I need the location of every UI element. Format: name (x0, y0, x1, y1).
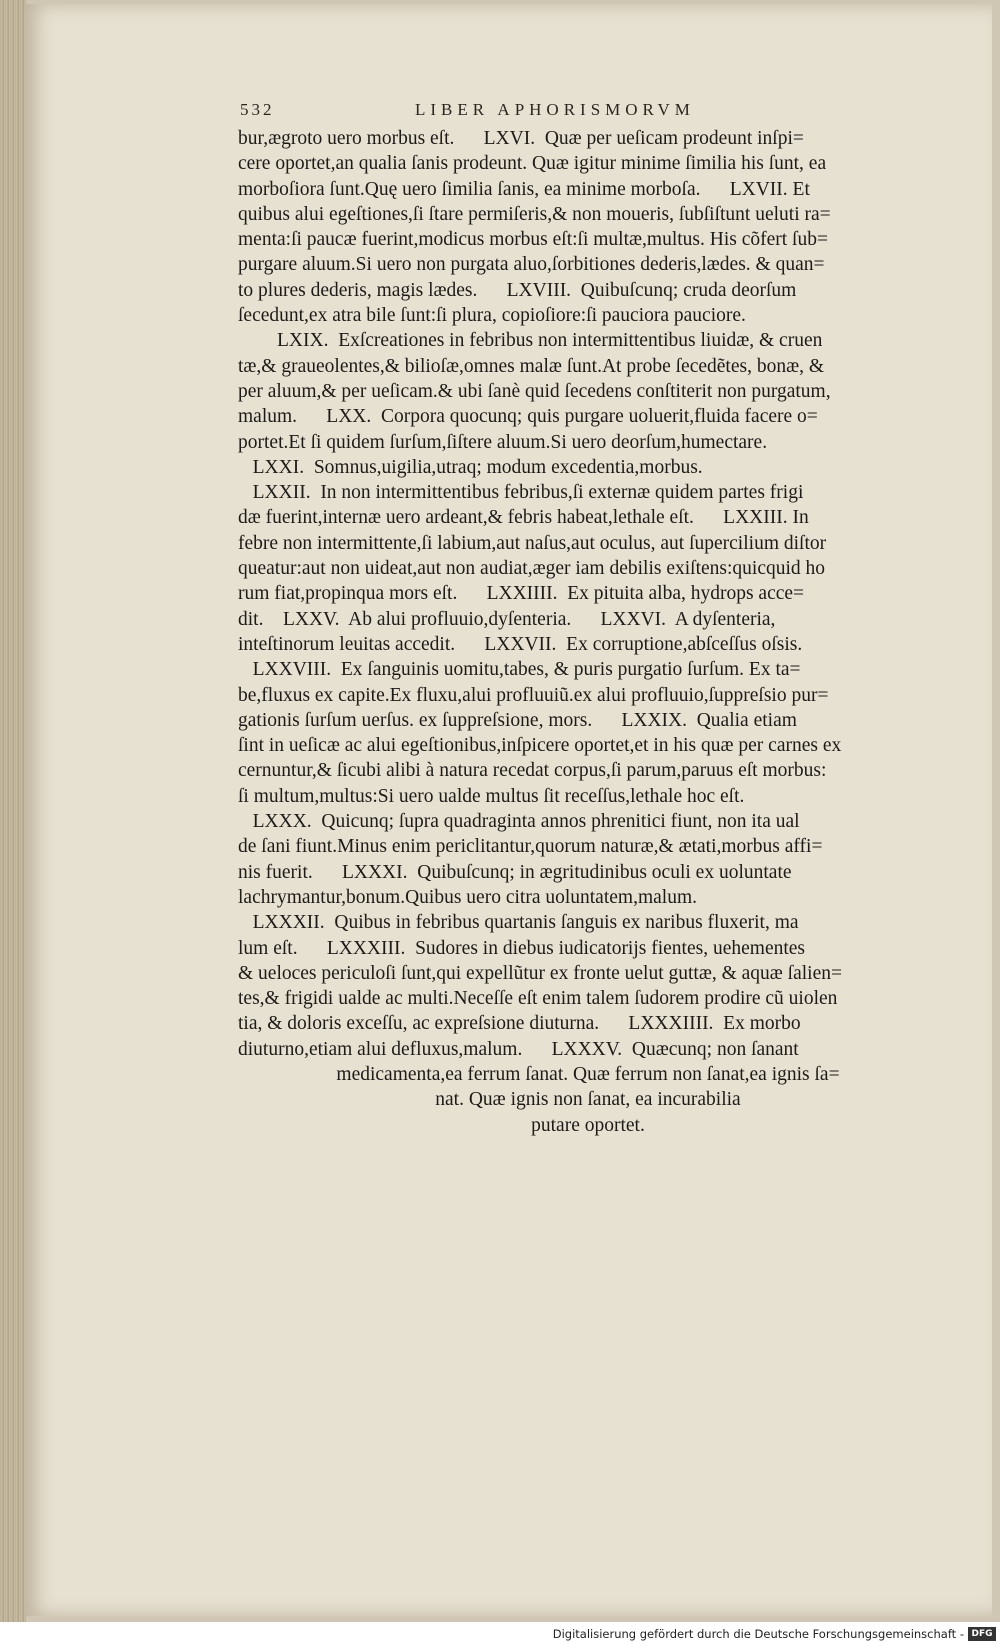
text-line: purgare aluum.Si uero non purgata aluo,ſorbitiones dederis,lædes. & quan= (238, 254, 825, 276)
text-line: cere oportet,an qualia ſanis prodeunt. Quæ igitur minime ſimilia his ſunt, ea (238, 153, 827, 175)
text-line: malum. LXX. Corpora quocunq; quis purgare uoluerit,fluida facere o= (238, 406, 818, 428)
text-line: morboſiora ſunt.Quę uero ſimilia ſanis, ea minime morboſa. LXVII. Et (238, 178, 810, 200)
text-line: dæ fuerint,internæ uero ardeant,& febris habeat,lethale eſt. LXXIII. In (238, 507, 809, 529)
closing-line: nat. Quæ ignis non ſanat, ea incurabilia (435, 1089, 741, 1111)
text-line: gationis ſurſum uerſus. ex ſuppreſsione, mors. LXXIX. Qualia etiam (238, 709, 797, 731)
text-line: menta:ſi paucæ fuerint,modicus morbus eſt:ſi multæ,multus. His cõfert ſub= (238, 229, 828, 251)
text-line: per aluum,& per ueſicam.& ubi ſanè quid ſecedens conſtiterit non purgatum, (238, 380, 831, 402)
text-line: quibus alui egeſtiones,ſi ſtare permiſeris,& non moueris, ſubſiſtunt ueluti ra= (238, 203, 831, 225)
text-line: diuturno,etiam alui defluxus,malum. LXXXV. Quæcunq; non ſanant (238, 1038, 799, 1060)
running-title: LIBER APHORISMORVM (415, 100, 695, 119)
text-line: queatur:aut non uideat,aut non audiat,æger iam debilis exiſtens:quicquid ho (238, 558, 826, 580)
text-line: febre non intermittente,ſi labium,aut naſus,aut oculus, aut ſupercilium diſtor (238, 532, 827, 554)
text-line: & ueloces periculoſi ſunt,qui expellũtur ex fronte uelut guttæ, & aquæ ſalien= (238, 962, 842, 984)
text-line: LXXX. Quicunq; ſupra quadraginta annos phrenitici fiunt, non ita ual (238, 811, 800, 833)
closing-lines (238, 1062, 938, 1138)
text-line: ſint in ueſicæ ac alui egeſtionibus,inſpicere oportet,et in his quæ per carnes ex (238, 735, 842, 757)
aphorism-text-block (238, 126, 938, 1138)
text-line: ſi multum,multus:Si uero ualde multus ſit receſſus,lethale hoc eſt. (238, 785, 745, 807)
text-line: LXXVIII. Ex ſanguinis uomitu,tabes, & puris purgatio ſurſum. Ex ta= (238, 659, 801, 681)
text-line: de ſani fiunt.Minus enim periclitantur,quorum naturæ,& ætati,morbus affi= (238, 836, 823, 858)
text-line: ſecedunt,ex atra bile ſunt:ſi plura, copioſiore:ſi pauciora pauciore. (238, 305, 746, 327)
text-line: bur,ægroto uero morbus eſt. LXVI. Quæ per ueſicam prodeunt inſpi= (238, 128, 804, 149)
closing-line: putare oportet. (531, 1114, 645, 1136)
text-line: LXXI. Somnus,uigilia,utraq; modum excedentia,morbus. (238, 456, 703, 478)
digitization-footer (0, 1622, 1000, 1646)
book-page-edges (0, 0, 26, 1622)
closing-line: medicamenta,ea ferrum ſanat. Quæ ferrum non ſanat,ea ignis ſa= (336, 1063, 840, 1085)
text-line: lachrymantur,bonum.Quibus uero citra uoluntatem,malum. (238, 886, 697, 908)
dfg-logo: DFG (968, 1627, 996, 1641)
text-line: be,fluxus ex capite.Ex fluxu,alui profluuiũ.ex alui profluuio,ſuppreſsio pur= (238, 684, 829, 706)
body-lines (238, 126, 938, 1062)
text-line: to plures dederis, magis lædes. LXVIII. Quibuſcunq; cruda deorſum (238, 279, 797, 301)
text-line: LXXXII. Quibus in febribus quartanis ſanguis ex naribus fluxerit, ma (238, 912, 799, 934)
text-line: tes,& frigidi ualde ac multi.Neceſſe eſt enim talem ſudorem prodire cũ uiolen (238, 988, 838, 1010)
text-line: LXIX. Exſcreationes in febribus non intermittentibus liuidæ, & cruen (238, 330, 823, 352)
funding-note: Digitalisierung gefördert durch die Deutsche Forschungsgemeinschaft - (552, 1627, 964, 1641)
text-line: lum eſt. LXXXIII. Sudores in diebus iudicatorijs fientes, uehementes (238, 937, 806, 959)
text-line: inteſtinorum leuitas accedit. LXXVII. Ex corruptione,abſceſſus oſsis. (238, 633, 803, 655)
text-line: portet.Et ſi quidem ſurſum,ſiſtere aluum.Si uero deorſum,humectare. (238, 431, 768, 453)
text-line: rum fiat,propinqua mors eſt. LXXIIII. Ex pituita alba, hydrops acce= (238, 583, 805, 605)
text-line: tia, & doloris exceſſu, ac expreſsione diuturna. LXXXIIII. Ex morbo (238, 1013, 801, 1035)
page-number: 532 (240, 100, 275, 119)
text-line: tæ,& graueolentes,& bilioſæ,omnes malæ ſunt.At probe ſecedẽtes, bonæ, & (238, 355, 824, 377)
text-line: nis fuerit. LXXXI. Quibuſcunq; in ægritudinibus oculi ex uoluntate (238, 861, 792, 883)
text-line: cernuntur,& ſicubi alibi à natura recedat corpus,ſi parum,paruus eſt morbus: (238, 760, 827, 782)
text-line: LXXII. In non intermittentibus febribus,ſi externæ quidem partes frigi (238, 482, 804, 504)
text-line: dit. LXXV. Ab alui profluuio,dyſenteria. LXXVI. A dyſenteria, (238, 608, 776, 630)
